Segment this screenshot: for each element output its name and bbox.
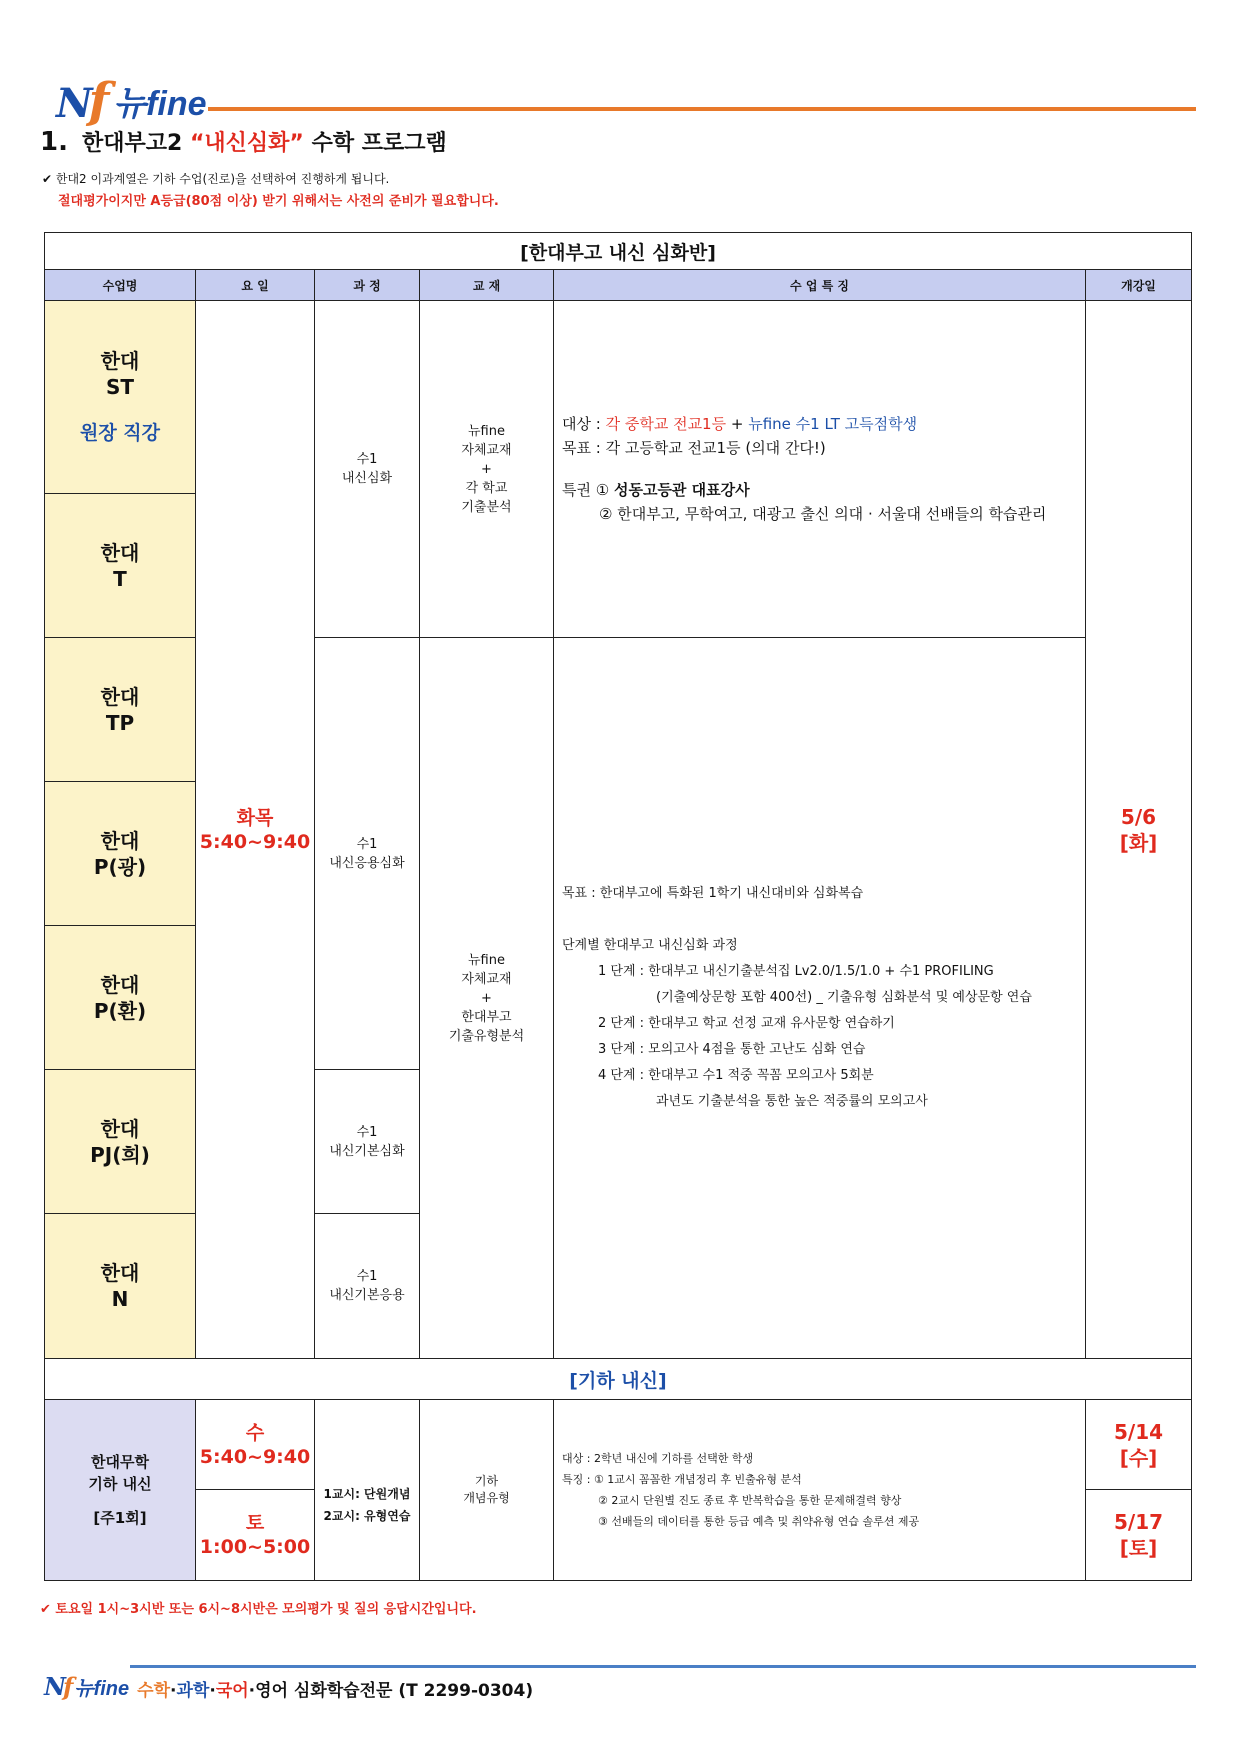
class-t: 한대 T	[44, 493, 196, 638]
footnote: ✔ 토요일 1시~3시반 또는 6시~8시반은 모의평가 및 질의 응답시간입니다.	[40, 1602, 477, 1617]
textbook-cell: 뉴fine 자체교재 + 한대부고 기출유형분석	[419, 637, 554, 1359]
geometry-section-title: [기하 내신]	[44, 1358, 1192, 1400]
class-st: 한대 ST 원장 직강	[44, 300, 196, 494]
feature-step-4: 4 단계 : 한대부고 수1 적중 꼭꼼 모의고사 5회분	[598, 1068, 874, 1083]
open-date-cell: 5/6 [화]	[1085, 300, 1192, 1359]
course-cell: 수1 내신심화	[314, 300, 420, 638]
class-tp: 한대 TP	[44, 637, 196, 782]
course-cell: 수1 내신응용심화	[314, 637, 420, 1070]
note-elective: ✔ 한대2 이과계열은 기하 수업(진로)을 선택하여 진행하게 됩니다.	[42, 172, 390, 186]
geometry-schedule-wed: 수 5:40~9:40	[195, 1399, 315, 1490]
footer-divider	[130, 1665, 1196, 1668]
logo-mark: Nf	[56, 73, 106, 129]
course-cell: 수1 내신기본응용	[314, 1213, 420, 1359]
feature-step-1b: (기출예상문항 포함 400선) _ 기출유형 심화분석 및 예상문항 연습	[656, 990, 1032, 1005]
feature-step-4b: 과년도 기출분석을 통한 높은 적중률의 모의고사	[656, 1094, 928, 1109]
class-p-gwang: 한대 P(광)	[44, 781, 196, 926]
footer-logo-text: 뉴fine	[74, 1678, 130, 1700]
col-header-textbook: 교 재	[419, 269, 554, 301]
course-cell: 수1 내신기본심화	[314, 1069, 420, 1214]
geometry-open-date-sat: 5/17 [토]	[1085, 1489, 1192, 1581]
class-geometry: 한대무학 기하 내신 [주1회]	[44, 1399, 196, 1581]
features-cell	[553, 300, 1086, 638]
feature-special: 특권 ① 성동고등관 대표강사	[562, 481, 750, 499]
footer-subjects: 수학·과학·국어·영어 심화학습전문 (T 2299-0304)	[137, 1681, 534, 1701]
logo-text: 뉴fine	[113, 85, 207, 123]
features-cell	[553, 637, 1086, 1359]
class-pj-hee: 한대 PJ(희)	[44, 1069, 196, 1214]
class-n: 한대 N	[44, 1213, 196, 1359]
footer	[44, 1672, 533, 1701]
feature-target: 대상 : 각 중학교 전교1등 + 뉴fine 수1 LT 고득점학생	[562, 415, 918, 433]
schedule-cell: 화목 5:40~9:40	[195, 300, 315, 1359]
logo	[56, 73, 207, 129]
feature-step-3: 3 단계 : 모의고사 4점을 통한 고난도 심화 연습	[598, 1042, 866, 1057]
feature-goal: 목표 : 한대부고에 특화된 1학기 내신대비와 심화복습	[562, 886, 864, 901]
class-st-director: 원장 직강	[79, 422, 161, 444]
feature-goal: 목표 : 각 고등학교 전교1등 (의대 간다!)	[562, 439, 826, 457]
footer-logo-mark: Nf	[44, 1672, 71, 1701]
feature-step-2: 2 단계 : 한대부고 학교 선정 교재 유사문항 연습하기	[598, 1016, 895, 1031]
geometry-course: 1교시: 단원개념 2교시: 유형연습	[314, 1399, 420, 1581]
note-grade: 절대평가이지만 A등급(80점 이상) 받기 위해서는 사전의 준비가 필요합니다.	[58, 194, 499, 209]
col-header-course: 과 정	[314, 269, 420, 301]
col-header-class: 수업명	[44, 269, 196, 301]
table-title: [한대부고 내신 심화반]	[44, 232, 1192, 270]
geometry-features: 대상 : 2학년 내신에 기하를 선택한 학생 특징 : ① 1교시 꼼꼼한 개념정리 후 빈출유형 분석 ② 2교시 단원별 진도 종료 후 반복학습을 통한 문제해결력 향상 ③ 선배들의 데이터를 통한 등급 예측 및 취약유형 연습 솔루션 제공	[553, 1399, 1086, 1581]
class-p-hwan: 한대 P(환)	[44, 925, 196, 1070]
page-title: 1. 한대부고2 “내신심화” 수학 프로그램	[40, 127, 447, 157]
col-header-day: 요 일	[195, 269, 315, 301]
geometry-textbook: 기하 개념유형	[419, 1399, 554, 1581]
header-divider	[208, 107, 1196, 111]
geometry-open-date-wed: 5/14 [수]	[1085, 1399, 1192, 1490]
geometry-schedule-sat: 토 1:00~5:00	[195, 1489, 315, 1581]
feature-steps-title: 단계별 한대부고 내신심화 과정	[562, 938, 738, 953]
col-header-features: 수 업 특 징	[553, 269, 1086, 301]
feature-special-2: ② 한대부고, 무학여고, 대광고 출신 의대 · 서울대 선배들의 학습관리	[599, 505, 1047, 523]
textbook-cell: 뉴fine 자체교재 + 각 학교 기출분석	[419, 300, 554, 638]
col-header-open-date: 개강일	[1085, 269, 1192, 301]
feature-step-1: 1 단계 : 한대부고 내신기출분석집 Lv2.0/1.5/1.0 + 수1 PROFILING	[598, 964, 994, 979]
